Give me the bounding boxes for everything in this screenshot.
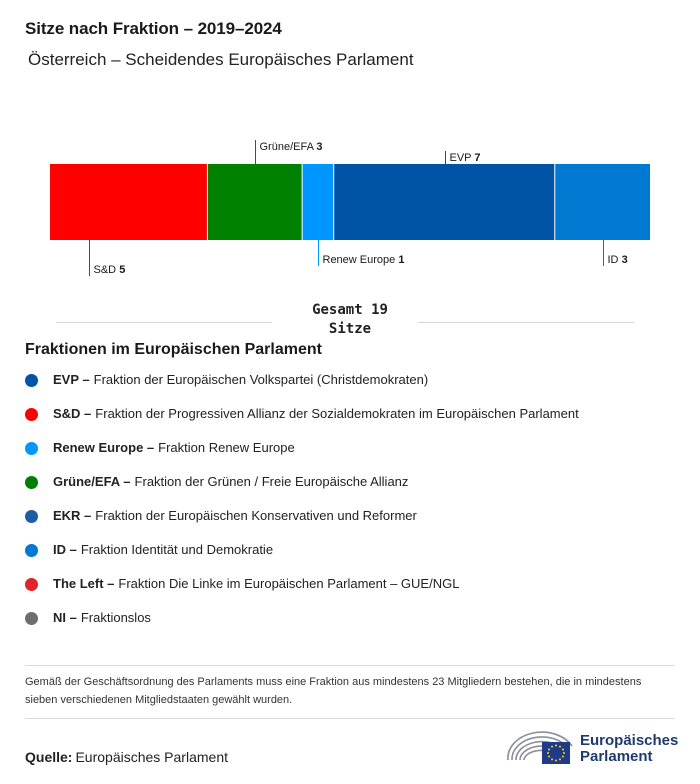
legend-desc: Fraktion Die Linke im Europäischen Parlament – GUE/NGL <box>118 576 460 591</box>
legend-abbr: ID – <box>53 542 77 557</box>
total-seats-label: Gesamt 19 <box>312 302 388 318</box>
parliament-hemicycle-icon <box>506 728 578 768</box>
legend-dot-icon <box>25 612 38 625</box>
legend-item <box>25 507 675 541</box>
legend-dot-icon <box>25 442 38 455</box>
legend-desc: Fraktion der Europäischen Konservativen und Reformer <box>95 508 417 523</box>
data-label-name-renew-europe: Renew Europe <box>322 254 399 266</box>
european-parliament-logo <box>506 728 678 768</box>
group-legend <box>25 371 675 643</box>
data-label-renew-europe <box>323 254 405 266</box>
legend-title: Fraktionen im Europäischen Parlament <box>25 341 322 358</box>
legend-abbr: Renew Europe – <box>53 440 155 455</box>
legend-item <box>25 439 675 473</box>
source-value: Europäisches Parlament <box>75 749 228 765</box>
bar-segment-renew-europe <box>303 164 334 240</box>
data-label-name-s-d: S&D <box>93 264 120 276</box>
footnote-divider-bottom <box>25 718 675 719</box>
logo-line-1: Europäisches <box>580 732 679 749</box>
legend-item <box>25 575 675 609</box>
legend-abbr: S&D – <box>53 406 92 421</box>
legend-abbr: EVP – <box>53 372 90 387</box>
bar-segment-evp <box>334 164 554 240</box>
legend-item <box>25 473 675 507</box>
data-label-evp <box>450 152 481 164</box>
logo-text <box>580 733 678 765</box>
bar-segment-id <box>555 164 650 240</box>
legend-dot-icon <box>25 578 38 591</box>
data-label-value-id: 3 <box>621 254 628 266</box>
data-label-value-renew-europe: 1 <box>398 254 405 266</box>
bar-segment-gr-ne-efa <box>208 164 302 240</box>
footnote: Gemäß der Geschäftsordnung des Parlaments muss eine Fraktion aus mindestens 23 Mitgliedern bestehen, die in mindestens sieben verschiedenen Mitgliedstaaten gewählt wurden. <box>25 676 642 706</box>
chart-title: Sitze nach Fraktion – 2019–2024 <box>25 19 282 38</box>
data-label-name-id: ID <box>607 254 622 266</box>
data-label-s-d <box>94 264 126 276</box>
logo-line-2: Parlament <box>580 748 653 765</box>
legend-desc: Fraktion der Progressiven Allianz der Sozialdemokraten im Europäischen Parlament <box>95 406 579 421</box>
legend-abbr: NI – <box>53 610 77 625</box>
legend-abbr: EKR – <box>53 508 92 523</box>
legend-dot-icon <box>25 510 38 523</box>
footnote-divider-top <box>25 665 675 666</box>
chart-subtitle: Österreich – Scheidendes Europäisches Parlament <box>28 50 414 69</box>
legend-dot-icon <box>25 408 38 421</box>
data-label-gr-ne-efa <box>260 141 323 153</box>
legend-desc: Fraktion der Europäischen Volkspartei (Christdemokraten) <box>93 372 429 387</box>
legend-dot-icon <box>25 544 38 557</box>
legend-abbr: Grüne/EFA – <box>53 474 131 489</box>
legend-desc: Fraktion Identität und Demokratie <box>80 542 274 557</box>
legend-item <box>25 405 675 439</box>
legend-desc: Fraktionslos <box>80 610 151 625</box>
legend-item <box>25 609 675 643</box>
bar-segment-s-d <box>50 164 207 240</box>
stacked-seat-bar-chart <box>0 130 700 290</box>
legend-desc: Fraktion der Grünen / Freie Europäische Allianz <box>134 474 409 489</box>
source-line <box>25 749 228 765</box>
legend-dot-icon <box>25 476 38 489</box>
legend-dot-icon <box>25 374 38 387</box>
legend-desc: Fraktion Renew Europe <box>158 440 295 455</box>
total-seats <box>0 301 700 339</box>
data-label-name-evp: EVP <box>449 152 475 164</box>
legend-item <box>25 541 675 575</box>
total-seats-unit: Sitze <box>328 321 372 337</box>
data-label-id <box>608 254 628 266</box>
legend-abbr: The Left – <box>53 576 115 591</box>
data-label-value-s-d: 5 <box>119 264 126 276</box>
source-label: Quelle: <box>25 749 73 765</box>
data-label-value-evp: 7 <box>474 152 481 164</box>
legend-item <box>25 371 675 405</box>
data-label-value-gr-ne-efa: 3 <box>316 141 323 153</box>
data-label-name-gr-ne-efa: Grüne/EFA <box>259 141 317 153</box>
